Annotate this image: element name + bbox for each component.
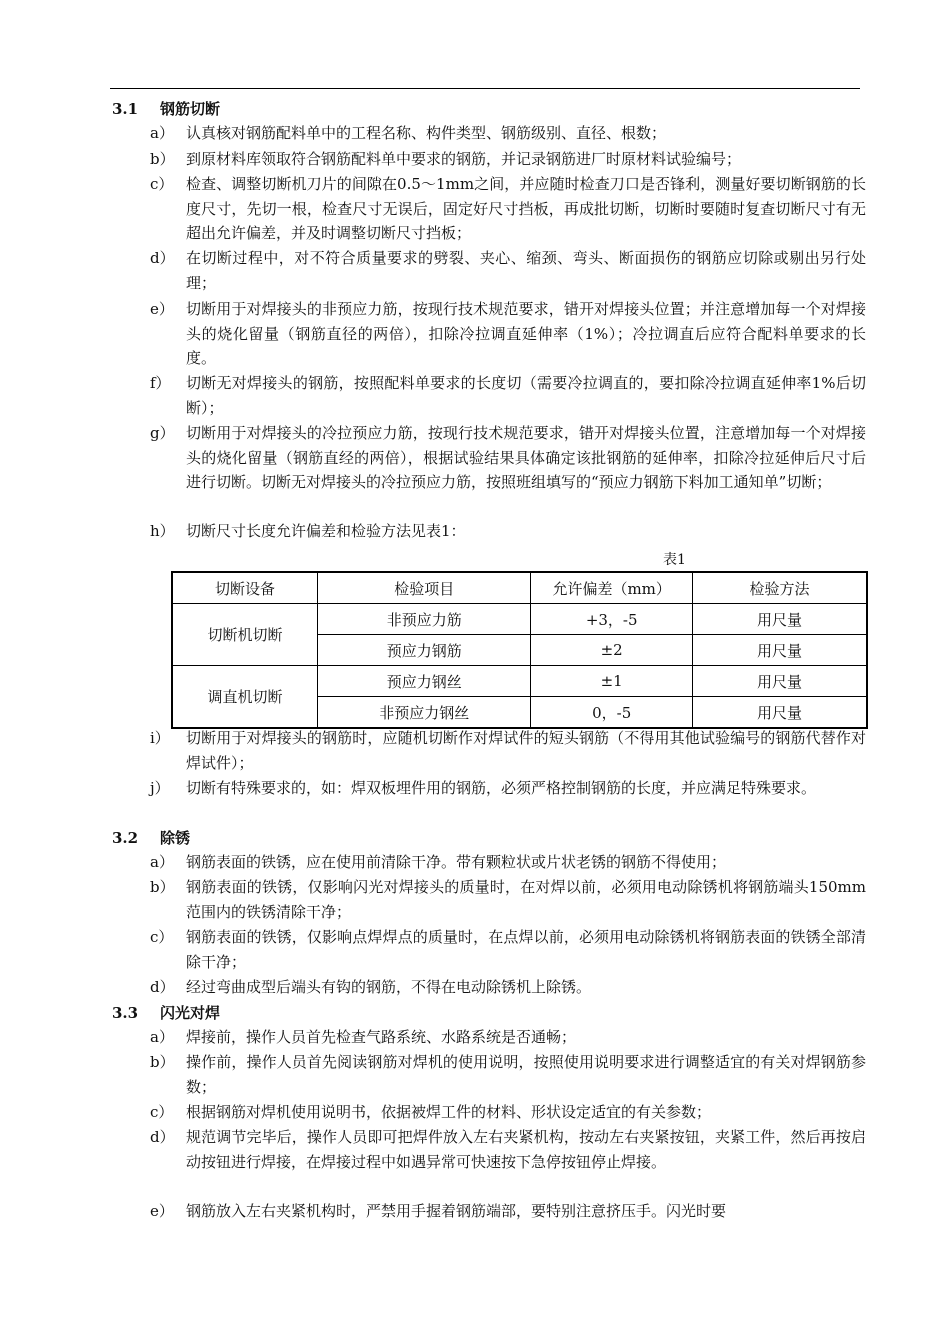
table-cell: 用尺量 — [693, 666, 868, 697]
table-cell: 用尺量 — [693, 635, 868, 666]
list-item: a） 钢筋表面的铁锈，应在使用前清除干净。带有颗粒状或片状老锈的钢筋不得使用； — [150, 853, 727, 871]
list-item: d） 经过弯曲成型后端头有钩的钢筋，不得在电动除锈机上除锈。 — [150, 978, 592, 996]
header-rule — [110, 88, 860, 89]
table-cell: ±2 — [531, 635, 693, 666]
table-cell: 非预应力筋 — [318, 604, 531, 635]
list-item: e） 钢筋放入左右夹紧机构时，严禁用手握着钢筋端部，要特别注意挤压手。闪光时要 — [150, 1202, 727, 1220]
table-cell-device: 调直机切断 — [172, 666, 318, 729]
list-item: d） 在切断过程中，对不符合质量要求的劈裂、夹心、缩颈、弯头、断面损伤的钢筋应切除或剔出另行处理； — [150, 249, 866, 292]
table-cell: 0，-5 — [531, 697, 693, 729]
list-item: b） 操作前，操作人员首先阅读钢筋对焊机的使用说明，按照使用说明要求进行调整适宜的有关对焊钢筋参数； — [150, 1053, 866, 1096]
table-header-cell: 检验方法 — [693, 572, 868, 604]
table-row — [172, 666, 867, 697]
list-item: f） 切断无对焊接头的钢筋，按照配料单要求的长度切（需要冷拉调直的，要扣除冷拉调直延伸率1%后切断）； — [150, 374, 866, 417]
table-cell: +3，-5 — [531, 604, 693, 635]
section-heading-3-2: 3.2 除锈 — [112, 829, 191, 847]
table-header-row — [172, 572, 867, 604]
list-item: c） 检查、调整切断机刀片的间隙在0.5～1mm之间，并应随时检查刀口是否锋利，测量好要切断钢筋的长度尺寸，先切一根，检查尺寸无误后，固定好尺寸挡板，再成批切断，切断时要随时复查切断尺寸有无超出允许偏差，并及时调整切断尺寸挡板； — [150, 175, 866, 242]
list-item: h） 切断尺寸长度允许偏差和检验方法见表1： — [150, 522, 466, 540]
table-cell: 用尺量 — [693, 604, 868, 635]
table-cell: 非预应力钢丝 — [318, 697, 531, 729]
list-item: a） 焊接前，操作人员首先检查气路系统、水路系统是否通畅； — [150, 1028, 577, 1046]
table-cell: 预应力钢丝 — [318, 666, 531, 697]
list-item: d） 规范调节完毕后，操作人员即可把焊件放入左右夹紧机构，按动左右夹紧按钮，夹紧工件，然后再按启动按钮进行焊接，在焊接过程中如遇异常可快速按下急停按钮停止焊接。 — [150, 1128, 866, 1171]
table-header-cell: 检验项目 — [318, 572, 531, 604]
list-item: c） 根据钢筋对焊机使用说明书，依据被焊工件的材料、形状设定适宜的有关参数； — [150, 1103, 712, 1121]
tolerance-table — [171, 571, 868, 729]
section-heading-3-3: 3.3 闪光对焊 — [112, 1004, 221, 1022]
table-header-cell: 允许偏差（mm） — [531, 572, 693, 604]
list-item: c） 钢筋表面的铁锈，仅影响点焊焊点的质量时，在点焊以前，必须用电动除锈机将钢筋表面的铁锈全部清除干净； — [150, 928, 866, 971]
list-item: j） 切断有特殊要求的，如：焊双板埋件用的钢筋，必须严格控制钢筋的长度，并应满足特殊要求。 — [150, 779, 817, 797]
table-caption: 表1 — [663, 552, 686, 568]
table-cell-device: 切断机切断 — [172, 604, 318, 666]
list-item: g） 切断用于对焊接头的冷拉预应力筋，按现行技术规范要求，错开对焊接头位置，注意增加每一个对焊接头的烧化留量（钢筋直经的两倍），根据试验结果具体确定该批钢筋的延伸率，扣除冷拉延伸后尺寸后进行切断。切断无对焊接头的冷拉预应力筋，按照班组填写的“预应力钢筋下料加工通知单”切断； — [150, 424, 866, 491]
table-header-cell: 切断设备 — [172, 572, 318, 604]
list-item: i） 切断用于对焊接头的钢筋时，应随机切断作对焊试件的短头钢筋（不得用其他试验编号的钢筋代替作对焊试件）； — [150, 729, 866, 772]
list-item: e） 切断用于对焊接头的非预应力筋，按现行技术规范要求，错开对焊接头位置；并注意增加每一个对焊接头的烧化留量（钢筋直径的两倍），扣除冷拉调直延伸率（1%）；冷拉调直后应符合配料单要求的长度。 — [150, 300, 866, 367]
table-cell: 预应力钢筋 — [318, 635, 531, 666]
section-heading-3-1: 3.1 钢筋切断 — [112, 100, 221, 118]
list-item: b） 钢筋表面的铁锈，仅影响闪光对焊接头的质量时，在对焊以前，必须用电动除锈机将钢筋端头150mm范围内的铁锈清除干净； — [150, 878, 866, 921]
list-item: a） 认真核对钢筋配料单中的工程名称、构件类型、钢筋级别、直径、根数； — [150, 124, 667, 142]
table-row — [172, 604, 867, 635]
table-cell: 用尺量 — [693, 697, 868, 729]
table-cell: ±1 — [531, 666, 693, 697]
list-item: b） 到原材料库领取符合钢筋配料单中要求的钢筋，并记录钢筋进厂时原材料试验编号； — [150, 150, 742, 168]
